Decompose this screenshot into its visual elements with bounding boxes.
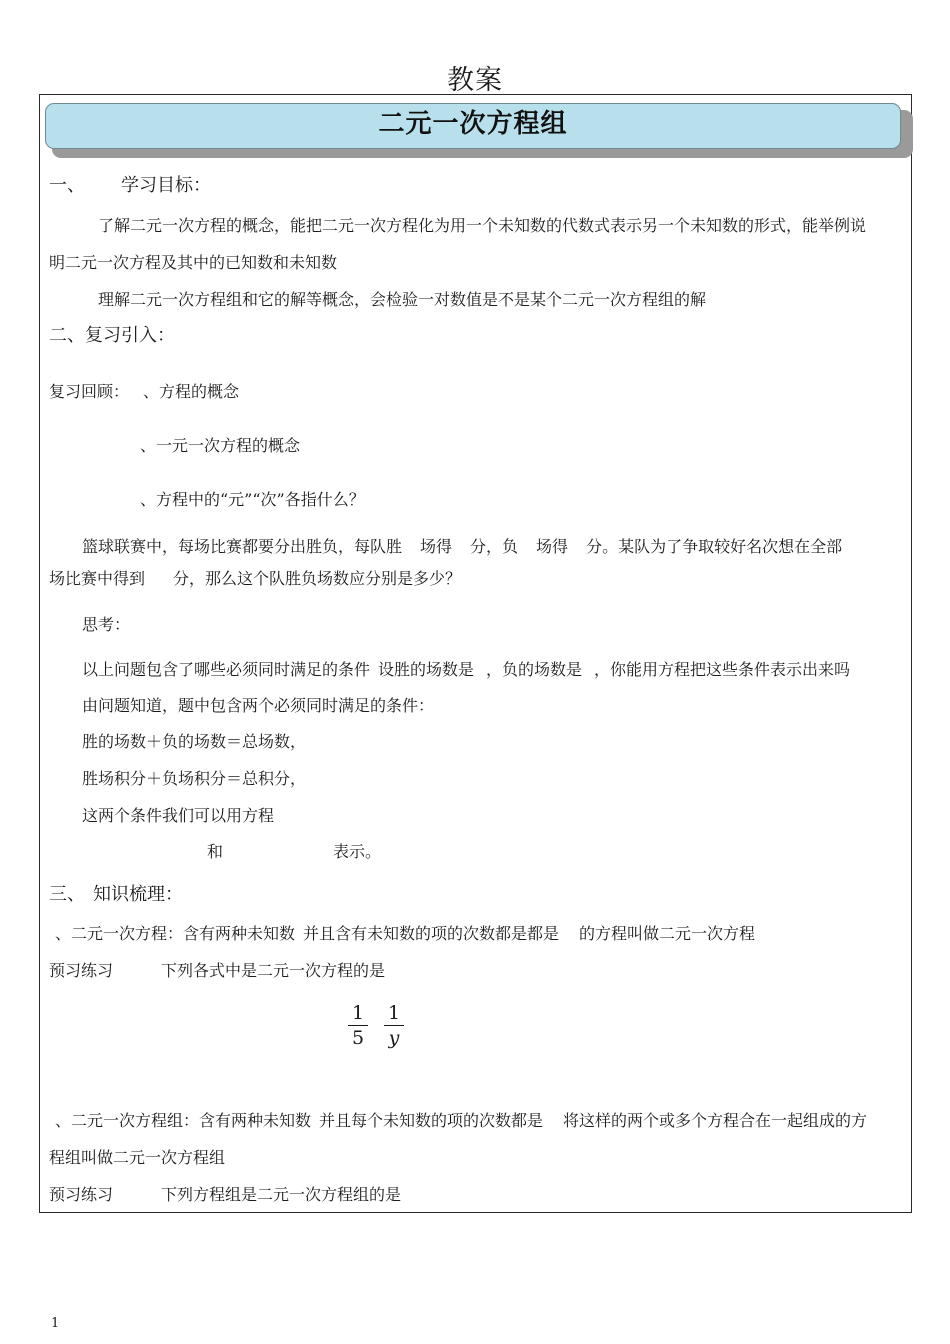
review-item-2: 、一元一次方程的概念	[140, 436, 301, 455]
think-line-2: 由问题知道，题中包含两个必须同时满足的条件：	[82, 696, 435, 715]
practice-2-text: 下列方程组是二元一次方程组的是	[161, 1185, 402, 1204]
section3-heading	[49, 885, 183, 905]
problem-line-2a: 场比赛中得到	[49, 569, 146, 588]
fraction-2-denominator: y	[388, 1027, 400, 1049]
problem-seg-2: 场得	[420, 537, 453, 556]
think-1d: ，你能用方程把这些条件表示出来吗	[594, 660, 851, 679]
section1-heading-text: 学习目标：	[121, 175, 211, 196]
definition-2a: 、二元一次方程组：含有两种未知数	[55, 1111, 312, 1130]
fraction-1-denominator: 5	[351, 1027, 365, 1049]
definition-1	[55, 924, 755, 944]
objective-2: 理解二元一次方程组和它的解等概念，会检验一对数值是不是某个二元一次方程组的解	[98, 290, 707, 309]
definition-1a: 、二元一次方程：含有两种未知数	[55, 924, 296, 943]
section1-heading-number: 一、	[49, 175, 85, 196]
definition-2c: 将这样的两个或多个方程合在一起组成的方	[563, 1111, 868, 1130]
think-1a: 以上问题包含了哪些必须同时满足的条件	[82, 660, 371, 679]
fraction-1-bar	[348, 1025, 368, 1026]
review-label: 复习回顾：	[49, 382, 130, 401]
problem-seg-4: 场得	[536, 537, 569, 556]
problem-seg-5: 分。某队为了争取较好名次想在全部	[586, 537, 843, 556]
practice-2	[49, 1185, 401, 1205]
review-item-3: 、方程中的“元”“次”各指什么？	[140, 490, 365, 509]
document-title: 教案	[447, 65, 503, 96]
definition-2-line-2: 程组叫做二元一次方程组	[49, 1148, 226, 1167]
fraction-2-bar	[384, 1025, 404, 1026]
practice-label-1: 预习练习	[49, 961, 114, 980]
problem-line-2b: 分，那么这个队胜负场数应分别是多少？	[173, 569, 462, 588]
and-word: 和	[207, 842, 224, 861]
fraction-1-numerator: 1	[351, 1002, 365, 1024]
think-1c: ，负的场数是	[486, 660, 583, 679]
condition-2: 胜场积分＋负场积分＝总积分，	[82, 769, 307, 788]
review-item-1	[49, 382, 239, 402]
definition-1b: 并且含有未知数的项的次数都是都是	[303, 924, 560, 943]
think-1b: 设胜的场数是	[378, 660, 475, 679]
practice-1	[49, 961, 385, 981]
section3-heading-number: 三、	[49, 884, 85, 905]
show-word: 表示。	[333, 842, 382, 861]
problem-line-2	[49, 569, 461, 589]
definition-2b: 并且每个未知数的项的次数都是	[319, 1111, 544, 1130]
section2-heading: 二、复习引入：	[49, 325, 175, 346]
review-text-1: 、方程的概念	[143, 382, 240, 401]
condition-1: 胜的场数＋负的场数＝总场数，	[82, 732, 307, 751]
express-line: 这两个条件我们可以用方程	[82, 806, 275, 825]
fraction-2-numerator: 1	[387, 1002, 401, 1024]
practice-label-2: 预习练习	[49, 1185, 114, 1204]
practice-1-text: 下列各式中是二元一次方程的是	[161, 961, 386, 980]
fraction-one-over-y	[384, 1002, 404, 1049]
think-line-1	[82, 660, 850, 680]
problem-seg-1: 篮球联赛中，每场比赛都要分出胜负，每队胜	[82, 537, 403, 556]
page-number: 1	[51, 1316, 60, 1331]
section3-heading-text: 知识梳理：	[93, 884, 183, 905]
definition-2-line-1	[55, 1111, 867, 1131]
think-label: 思考：	[82, 615, 131, 634]
problem-seg-3: 分，负	[470, 537, 519, 556]
lesson-title-banner: 二元一次方程组	[45, 103, 901, 149]
objective-1-line-1: 了解二元一次方程的概念，能把二元一次方程化为用一个未知数的代数式表示另一个未知数的形式，能举例说	[98, 216, 867, 235]
section1-heading	[49, 176, 211, 196]
definition-1c: 的方程叫做二元一次方程	[579, 924, 756, 943]
objective-1-line-2: 明二元一次方程及其中的已知数和未知数	[49, 253, 338, 272]
fraction-one-fifth	[348, 1002, 368, 1049]
problem-line-1	[82, 537, 842, 557]
